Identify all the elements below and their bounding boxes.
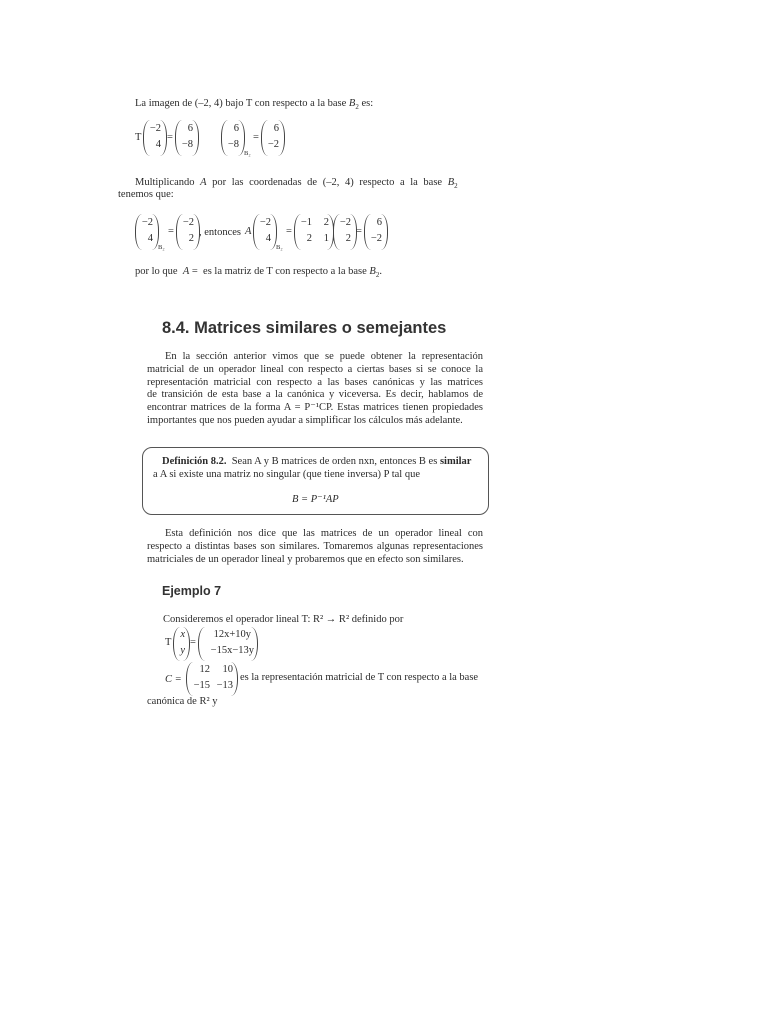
definition-text-1: Sean A y B matrices de orden nxn, entonces B es	[231, 456, 438, 467]
multiplying-text: Multiplicando	[135, 177, 195, 188]
coord-v2-x: −2	[182, 217, 194, 228]
example-var-x	[174, 629, 185, 640]
conclusion-text-b: es la matriz de T con respecto a la base	[203, 266, 367, 277]
basis-subscript-b: 2	[454, 182, 458, 191]
after-def-line: respecto a distintas bases son similares. Tomaremos algunas representaciones	[147, 540, 483, 552]
matrix-a-italic: A	[245, 226, 252, 237]
example-output-vector	[198, 627, 258, 661]
equals-sign-3: =	[168, 226, 174, 237]
intro-line: encontrar matrices de la forma A = P⁻¹CP. Estas matrices tienen propiedades	[147, 402, 483, 414]
definition-line-1	[162, 455, 471, 469]
coord-vector-b2-subscript: B₂	[244, 150, 251, 157]
image-statement-text: La imagen de (–2, 4) bajo T con respecto a la base	[135, 98, 347, 109]
conclusion-eq: =	[191, 266, 198, 277]
conclusion-end: .	[379, 266, 382, 277]
coord-v1	[135, 214, 159, 250]
output-vector-y: −8	[181, 139, 193, 150]
coord-v4-x: −2	[339, 217, 351, 228]
equals-sign-2: =	[253, 132, 259, 143]
coord-v5-x: 6	[376, 217, 382, 228]
example-c-22: −13	[216, 680, 233, 691]
after-def-line: Esta definición nos dice que las matrices de un operador lineal con	[165, 528, 483, 539]
coord-v4	[333, 214, 357, 250]
coord-v1-x: −2	[141, 217, 153, 228]
after-def-line: matriciales de un operador lineal y probaremos que en efecto son similares.	[147, 553, 464, 565]
example-c-12: 10	[222, 664, 233, 675]
coord-v3	[253, 214, 277, 250]
conclusion-b: B	[369, 266, 376, 277]
intro-line: importantes que nos pueden ayudar a simplificar los cálculos más adelante.	[147, 414, 463, 426]
example-var-y-text: y	[180, 645, 185, 656]
intro-line: En la sección anterior vimos que se puede obtener la representación	[165, 351, 483, 362]
definition-similar: similar	[439, 456, 472, 467]
coord-result-y: −2	[267, 139, 279, 150]
definition-line-2: a A si existe una matriz no singular (que tiene inversa) P tal que	[153, 469, 420, 480]
example-c-21: −15	[193, 680, 210, 691]
coord-v3-x: −2	[259, 217, 271, 228]
example-c-11: 12	[199, 664, 210, 675]
example-last-line: canónica de R² y	[147, 696, 218, 707]
matrix-a-12: 2	[323, 217, 329, 228]
example-c-matrix	[186, 662, 238, 696]
matrix-a-21: 2	[306, 233, 312, 244]
basis-symbol: B	[348, 98, 356, 109]
example-operator-definition: Consideremos el operador lineal T: R² → R² definido por	[163, 614, 404, 625]
example-t-label: T	[165, 637, 172, 648]
image-statement-end: es:	[361, 98, 374, 109]
matrix-a-22: 1	[323, 233, 329, 244]
conclusion-b-subscript: 2	[375, 271, 380, 280]
conclusion-text-a: por lo que	[135, 266, 178, 277]
coord-v5-y: −2	[370, 233, 382, 244]
equals-sign-4: =	[286, 226, 292, 237]
example-input-vector	[173, 627, 190, 661]
t-label: T	[135, 132, 142, 143]
definition-label: Definición 8.2.	[162, 456, 227, 467]
intro-line: matricial de un operador lineal con respecto a ciertas bases si se conoce la	[147, 363, 483, 375]
example-equals: =	[190, 637, 196, 648]
input-vector	[143, 120, 167, 156]
example-c-label-text: C =	[165, 674, 182, 685]
section-title: 8.4. Matrices similares o semejantes	[162, 319, 447, 337]
entonces-text: , entonces	[199, 227, 241, 238]
coord-v3-subscript: B₂	[276, 244, 283, 251]
coord-v3-y: 4	[265, 233, 271, 244]
coord-v1-subscript: B₂	[158, 244, 165, 251]
basis-symbol-b: B	[447, 177, 455, 188]
equals-sign-5: =	[356, 226, 362, 237]
matrix-a-symbol: A	[200, 177, 207, 188]
matrix-a-11: −1	[300, 217, 312, 228]
image-statement	[135, 97, 373, 115]
tenemos-que: tenemos que:	[118, 189, 174, 200]
example-output-x: 12x+10y	[213, 629, 251, 640]
example-var-y	[174, 645, 185, 656]
intro-line: de transición de esta base a la canónica y viceversa. Es decir, hablamos de	[147, 389, 483, 401]
coord-result-x: 6	[273, 123, 279, 134]
output-vector-x: 6	[187, 123, 193, 134]
coord-result-vector	[261, 120, 285, 156]
intro-paragraph	[147, 351, 483, 428]
coord-vector-b2-x: 6	[233, 123, 239, 134]
multiplying-text-b: por las coordenadas de (–2, 4) respecto a la base	[212, 177, 443, 188]
conclusion-a: A	[182, 266, 190, 277]
coord-vector-b2	[221, 120, 245, 156]
input-vector-x: −2	[149, 123, 161, 134]
example-c-description: es la representación matricial de T con respecto a la base	[240, 672, 479, 683]
example-title: Ejemplo 7	[162, 584, 222, 598]
equals-sign: =	[167, 132, 173, 143]
coord-vector-b2-y: −8	[227, 139, 239, 150]
conclusion-line	[135, 265, 382, 283]
coord-v5	[364, 214, 388, 250]
matrix-a-label	[245, 226, 251, 237]
example-output-y: −15x−13y	[210, 645, 254, 656]
example-c-label	[165, 674, 182, 685]
matrix-a-values	[294, 214, 334, 250]
definition-formula-text: B = P⁻¹AP	[292, 494, 339, 505]
definition-formula	[292, 493, 339, 507]
multiplying-statement	[135, 176, 460, 194]
output-vector	[175, 120, 199, 156]
coord-v1-y: 4	[147, 233, 153, 244]
coord-v2	[176, 214, 200, 250]
after-definition-paragraph	[147, 528, 483, 566]
input-vector-y: 4	[155, 139, 161, 150]
example-var-x-text: x	[180, 629, 185, 640]
basis-subscript: 2	[355, 103, 359, 112]
coord-v4-y: 2	[345, 233, 351, 244]
coord-v2-y: 2	[188, 233, 194, 244]
intro-line: representación matricial con respecto a las bases canónicas y las matrices	[147, 376, 483, 388]
